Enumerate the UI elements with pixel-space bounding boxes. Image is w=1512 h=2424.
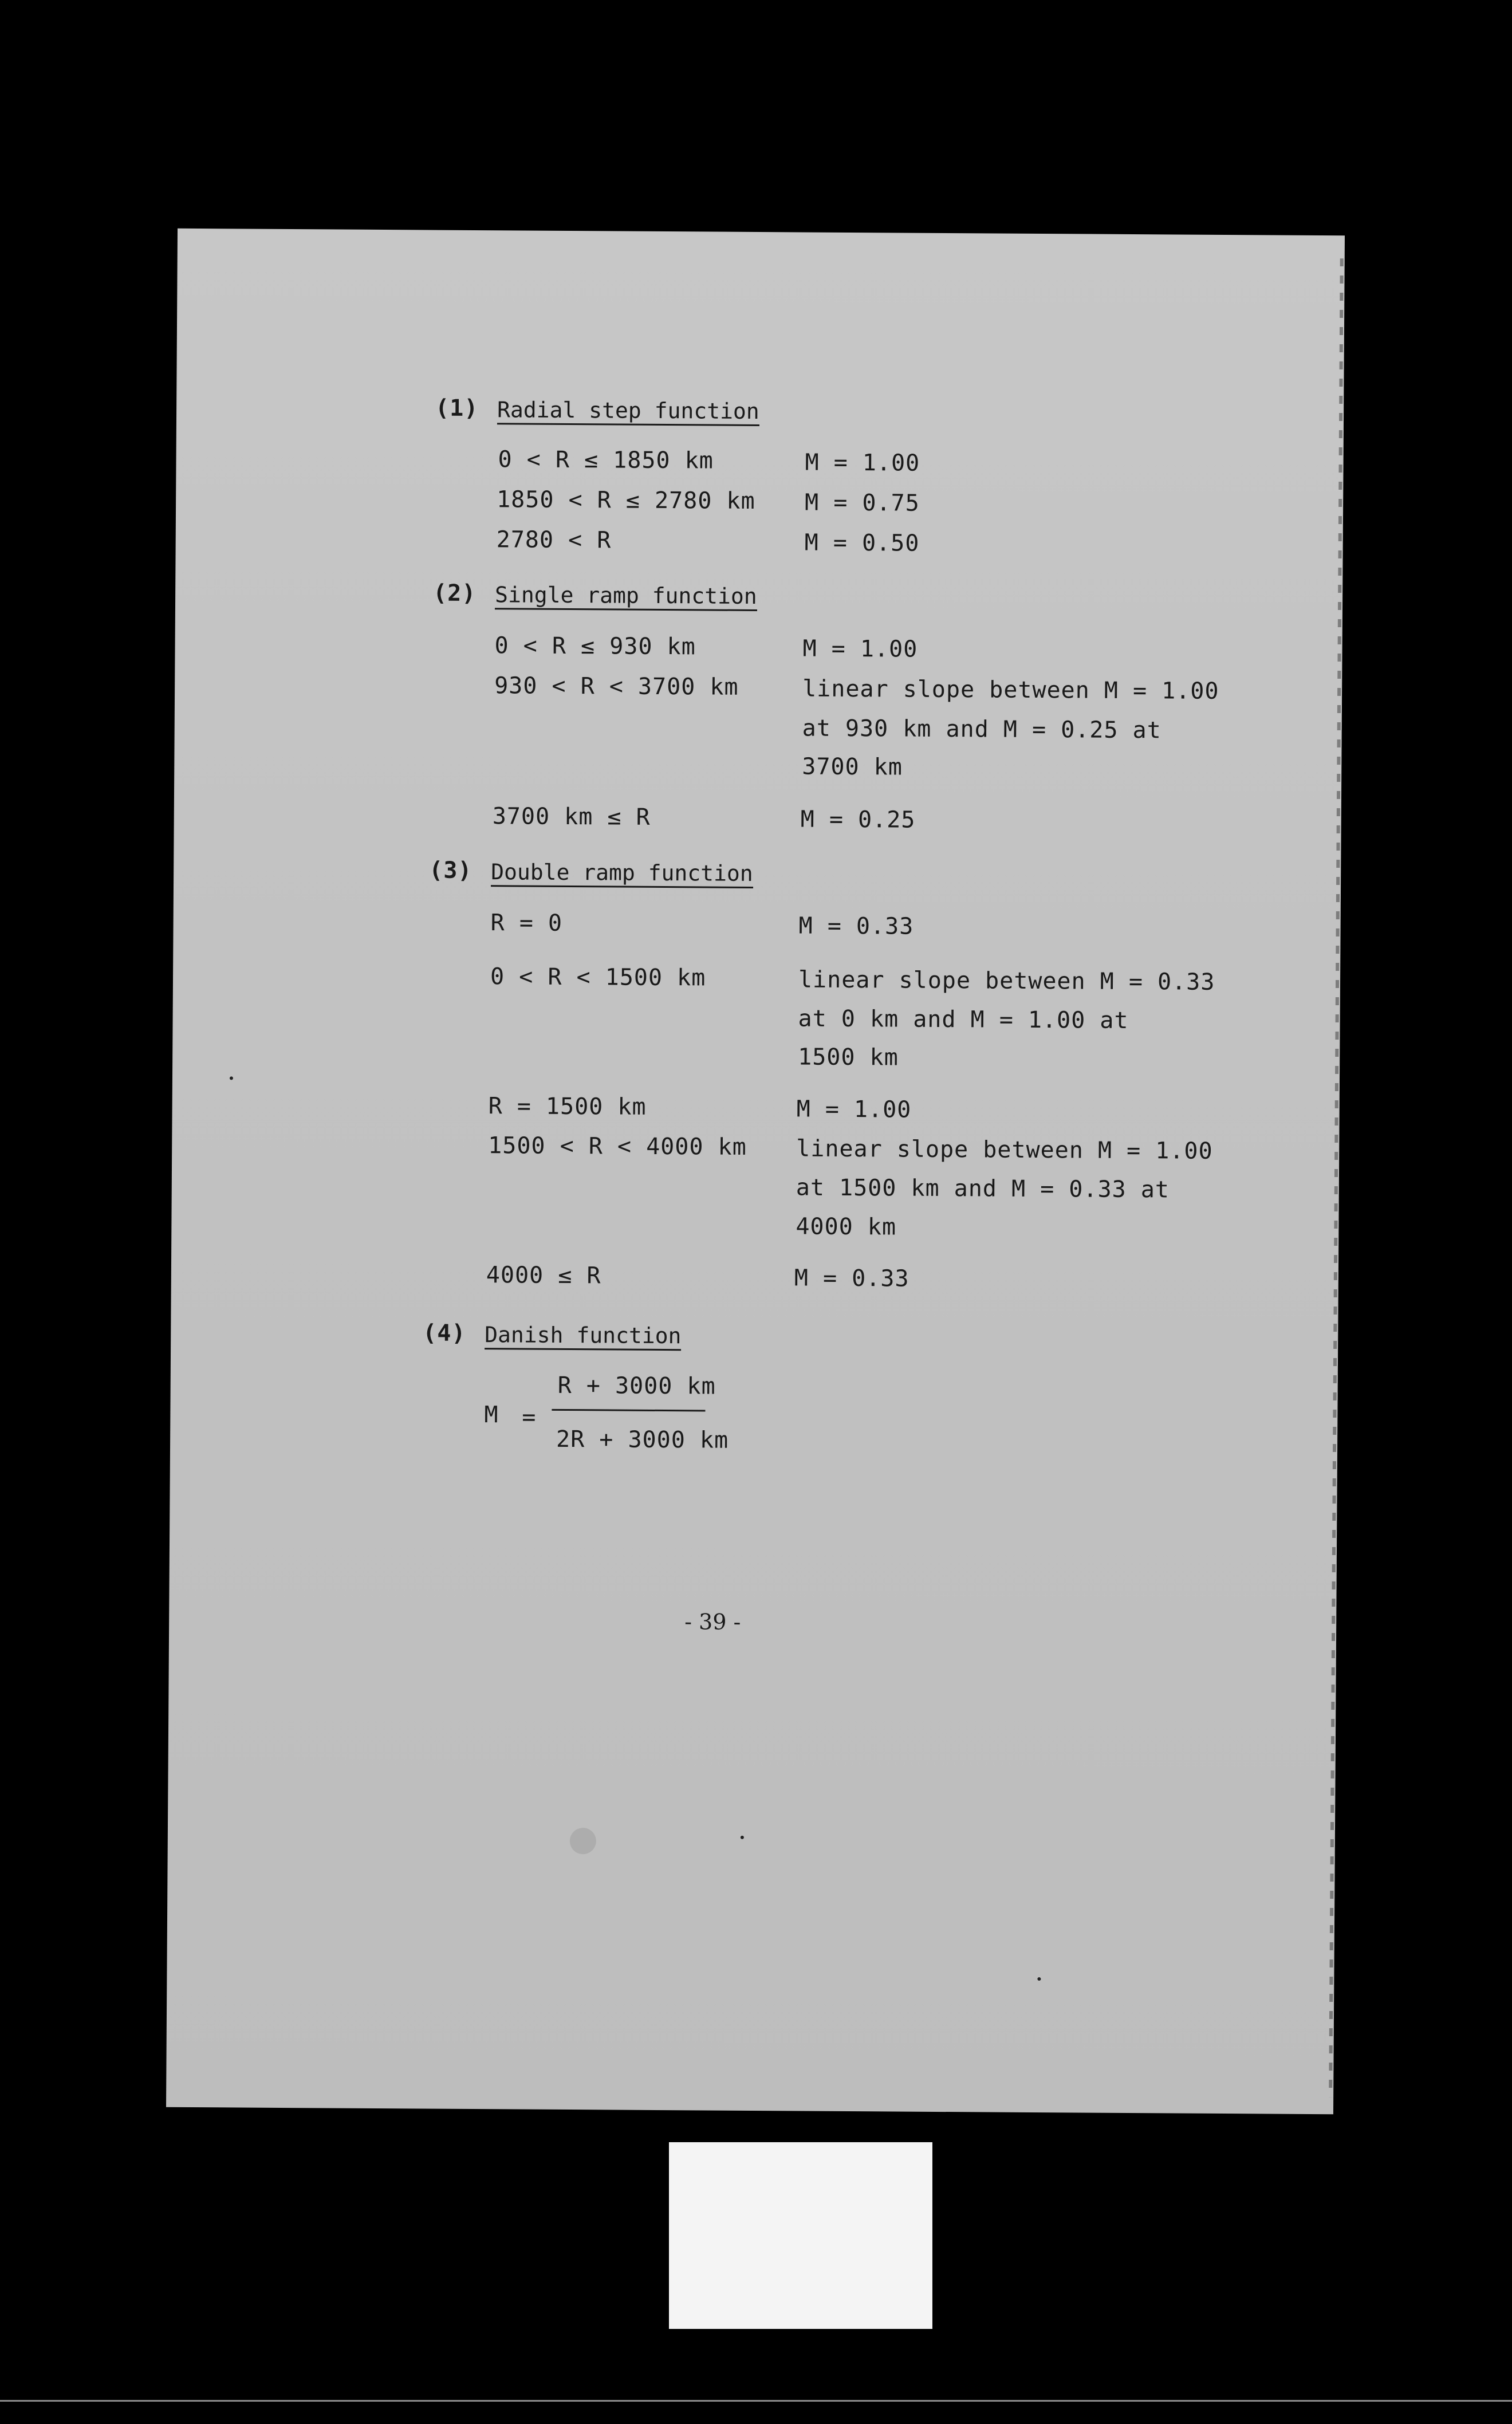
reference-card [669, 2142, 932, 2329]
section-3-result-2-line-1: linear slope between M = 0.33 [798, 966, 1215, 995]
section-1-result-2: M = 0.75 [804, 489, 920, 517]
formula-lhs: M [484, 1402, 499, 1429]
section-1-result-1: M = 1.00 [805, 449, 920, 477]
section-3-condition-2: 0 < R < 1500 km [490, 963, 706, 991]
section-3-result-1: M = 0.33 [798, 912, 914, 940]
scan-speck [230, 1076, 233, 1080]
formula-equals: = [522, 1404, 537, 1431]
section-4-heading: Danish function [485, 1324, 681, 1351]
section-2-condition-2: 930 < R < 3700 km [494, 672, 739, 701]
section-1-condition-3: 2780 < R [496, 526, 612, 554]
section-3-result-4-line-3: 4000 km [796, 1213, 897, 1241]
section-1-number: (1) [435, 395, 479, 422]
bottom-rule [0, 2400, 1512, 2402]
section-3-result-2-line-3: 1500 km [798, 1044, 899, 1071]
section-2-result-2-line-1: linear slope between M = 1.00 [802, 675, 1219, 705]
fraction-bar [552, 1409, 705, 1412]
scan-blot [570, 1828, 596, 1854]
section-3-result-5: M = 0.33 [794, 1265, 909, 1292]
scan-speck [741, 1836, 744, 1839]
section-3-result-4-line-1: linear slope between M = 1.00 [796, 1135, 1213, 1164]
section-3-condition-1: R = 0 [490, 910, 563, 936]
section-2-result-1: M = 1.00 [802, 635, 918, 663]
page-number: - 39 - [684, 1609, 741, 1635]
section-2-heading: Single ramp function [495, 584, 757, 611]
section-1-condition-1: 0 < R ≤ 1850 km [498, 446, 714, 474]
section-1-result-3: M = 0.50 [804, 529, 920, 557]
scan-speck [1037, 1977, 1041, 1981]
section-3-condition-5: 4000 ≤ R [486, 1262, 601, 1289]
section-2-condition-1: 0 < R ≤ 930 km [494, 632, 696, 660]
section-3-result-2-line-2: at 0 km and M = 1.00 at [798, 1005, 1129, 1034]
section-3-result-3: M = 1.00 [796, 1096, 912, 1123]
section-1-heading: Radial step function [497, 399, 759, 426]
section-3-condition-3: R = 1500 km [488, 1093, 647, 1120]
section-3-number: (3) [429, 857, 472, 884]
section-2-result-3: M = 0.25 [800, 806, 916, 833]
section-3-heading: Double ramp function [491, 861, 753, 888]
section-4-number: (4) [423, 1320, 466, 1347]
document-page [166, 229, 1345, 2114]
formula-denominator: 2R + 3000 km [556, 1426, 729, 1454]
section-2-result-2-line-2: at 930 km and M = 0.25 at [802, 715, 1161, 744]
formula-numerator: R + 3000 km [557, 1372, 716, 1400]
section-3-result-4-line-2: at 1500 km and M = 0.33 at [796, 1174, 1170, 1203]
section-3-condition-4: 1500 < R < 4000 km [488, 1132, 747, 1160]
section-1-condition-2: 1850 < R ≤ 2780 km [497, 486, 755, 514]
section-2-result-2-line-3: 3700 km [802, 753, 903, 781]
section-2-condition-3: 3700 km ≤ R [492, 803, 651, 831]
section-2-number: (2) [433, 580, 477, 607]
